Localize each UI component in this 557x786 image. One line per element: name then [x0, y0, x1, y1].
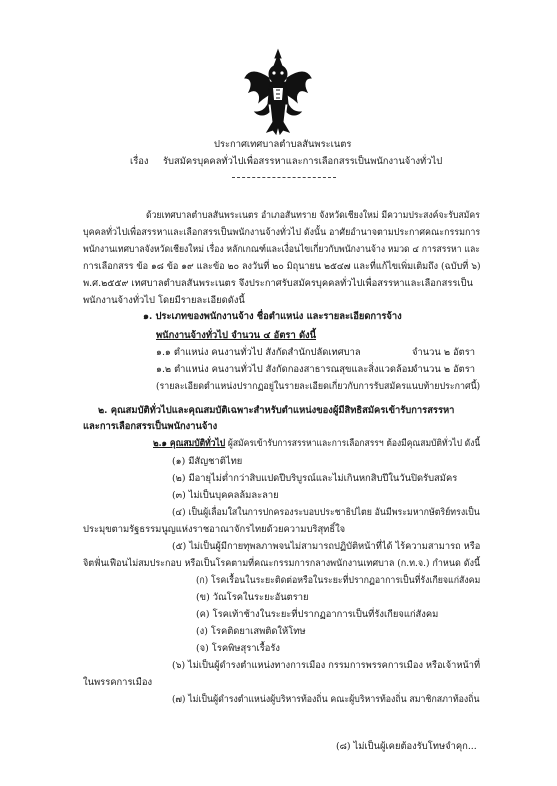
section-2-1-line: [153, 438, 480, 450]
intro-line-3: พนักงานเทศบาลจังหวัดเชียงใหม่ เรื่อง หลักเกณฑ์และเงื่อนไขเกี่ยวกับพนักงานจ้าง หมวด ๔ การสรรหา และ: [83, 244, 480, 255]
disease-c: (ค) โรคเท้าช้างในระยะที่ปรากฏอาการเป็นที่รังเกียจแก่สังคม: [196, 609, 439, 620]
intro-line-6: พนักงานจ้างทั่วไป โดยมีรายละเอียดดังนี้: [83, 295, 245, 306]
section-1-heading: ๑. ประเภทของพนักงานจ้าง ชื่อตำแหน่ง และรายละเอียดการจ้าง: [143, 311, 402, 322]
section-2-1-title: ๒.๑ คุณสมบัติทั่วไป: [153, 438, 226, 449]
disease-e: (จ) โรคพิษสุราเรื้อรัง: [196, 643, 280, 654]
qualification-4-cont: ประมุขตามรัฐธรรมนูญแห่งราชอาณาจักรไทยด้วยความบริสุทธิ์ใจ: [83, 524, 346, 535]
qualification-5: (๕) ไม่เป็นผู้มีกายทุพลภาพจนไม่สามารถปฏิบัติหน้าที่ได้ ไร้ความสามารถ หรือ: [172, 541, 481, 552]
subject-label: เรื่อง: [130, 156, 149, 167]
continuation-marker: (๘) ไม่เป็นผู้เคยต้องรับโทษจำคุก...: [336, 741, 477, 752]
document-issuer: ประกาศเทศบาลตำบลสันพระเนตร: [214, 139, 352, 150]
disease-b: (ข) วัณโรคในระยะอันตราย: [196, 592, 309, 603]
intro-line-4: การเลือกสรร ข้อ ๑๘ ข้อ ๑๙ และข้อ ๒๐ ลงวันที่ ๒๐ มิถุนายน ๒๕๔๗ และที่แก้ไขเพิ่มเติมถึง (ฉบับที่ ๖): [83, 261, 481, 272]
qualification-6: (๖) ไม่เป็นผู้ดำรงตำแหน่งทางการเมือง กรรมการพรรคการเมือง หรือเจ้าหน้าที่: [172, 660, 481, 671]
garuda-emblem: [243, 48, 313, 136]
section-2-heading-line-1: ๒. คุณสมบัติทั่วไปและคุณสมบัติเฉพาะสำหรับตำแหน่งของผู้มีสิทธิสมัครเข้ารับการสรรหา: [98, 405, 455, 416]
qualification-3: (๓) ไม่เป็นบุคคลล้มละลาย: [172, 490, 279, 501]
intro-line-5: พ.ศ.๒๕๕๙ เทศบาลตำบลสันพระเนตร จึงประกาศรับสมัครบุคคลทั่วไปเพื่อสรรหาและเลือกสรรเป็น: [83, 278, 473, 289]
intro-line-1: ด้วยเทศบาลตำบลสันพระเนตร อำเภอสันทราย จังหวัดเชียงใหม่ มีความประสงค์จะรับสมัคร: [146, 210, 480, 221]
header-divider: [232, 177, 336, 178]
qualification-2: (๒) มีอายุไม่ต่ำกว่าสิบแปดปีบริบูรณ์และไม่เกินหกสิบปีในวันปิดรับสมัคร: [172, 473, 458, 484]
section-1-note: (รายละเอียดตำแหน่งปรากฏอยู่ในรายละเอียดเกี่ยวกับการรับสมัครแนบท้ายประกาศนี้): [156, 381, 481, 392]
qualification-6-cont: ในพรรคการเมือง: [83, 677, 153, 688]
section-1-subheading: พนักงานจ้างทั่วไป จำนวน ๔ อัตรา ดังนี้: [156, 330, 317, 341]
section-2-heading-line-2: และการเลือกสรรเป็นพนักงานจ้าง: [83, 421, 218, 432]
document-subject: รับสมัครบุคคลทั่วไปเพื่อสรรหาและการเลือกสรรเป็นพนักงานจ้างทั่วไป: [163, 156, 443, 167]
position-2-label: ๑.๒ ตำแหน่ง คนงานทั่วไป สังกัดกองสาธารณสุขและสิ่งแวดล้อม: [156, 364, 414, 375]
qualification-1: (๑) มีสัญชาติไทย: [172, 456, 243, 467]
qualification-7: (๗) ไม่เป็นผู้ดำรงตำแหน่งผู้บริหารท้องถิ่น คณะผู้บริหารท้องถิ่น สมาชิกสภาท้องถิ่น: [172, 694, 480, 705]
disease-d: (ง) โรคติดยาเสพติดให้โทษ: [196, 626, 306, 637]
disease-a: (ก) โรคเรื้อนในระยะติดต่อหรือในระยะที่ปรากฏอาการเป็นที่รังเกียจแก่สังคม: [196, 575, 481, 586]
section-2-1-text: ผู้สมัครเข้ารับการสรรหาและการเลือกสรรฯ ต้องมีคุณสมบัติทั่วไป ดังนี้: [225, 438, 481, 449]
qualification-4: (๔) เป็นผู้เลื่อมใสในการปกครองระบอบประชาธิปไตย อันมีพระมหากษัตริย์ทรงเป็น: [172, 507, 480, 518]
position-1-count: จำนวน ๒ อัตรา: [412, 347, 475, 358]
intro-line-2: บุคคลทั่วไปเพื่อสรรหาและเลือกสรรเป็นพนักงานจ้างทั่วไป ดังนั้น อาศัยอำนาจตามประกาศคณะกรรมการ: [83, 227, 481, 238]
position-2-count: จำนวน ๒ อัตรา: [412, 364, 475, 375]
qualification-5-cont: จิตฟั่นเฟือนไม่สมประกอบ หรือเป็นโรคตามที่คณะกรรมการกลางพนักงานเทศบาล (ก.ท.จ.) กำหนด ดังนี้: [83, 558, 481, 569]
position-1-label: ๑.๑ ตำแหน่ง คนงานทั่วไป สังกัดสำนักปลัดเทศบาล: [156, 347, 361, 358]
